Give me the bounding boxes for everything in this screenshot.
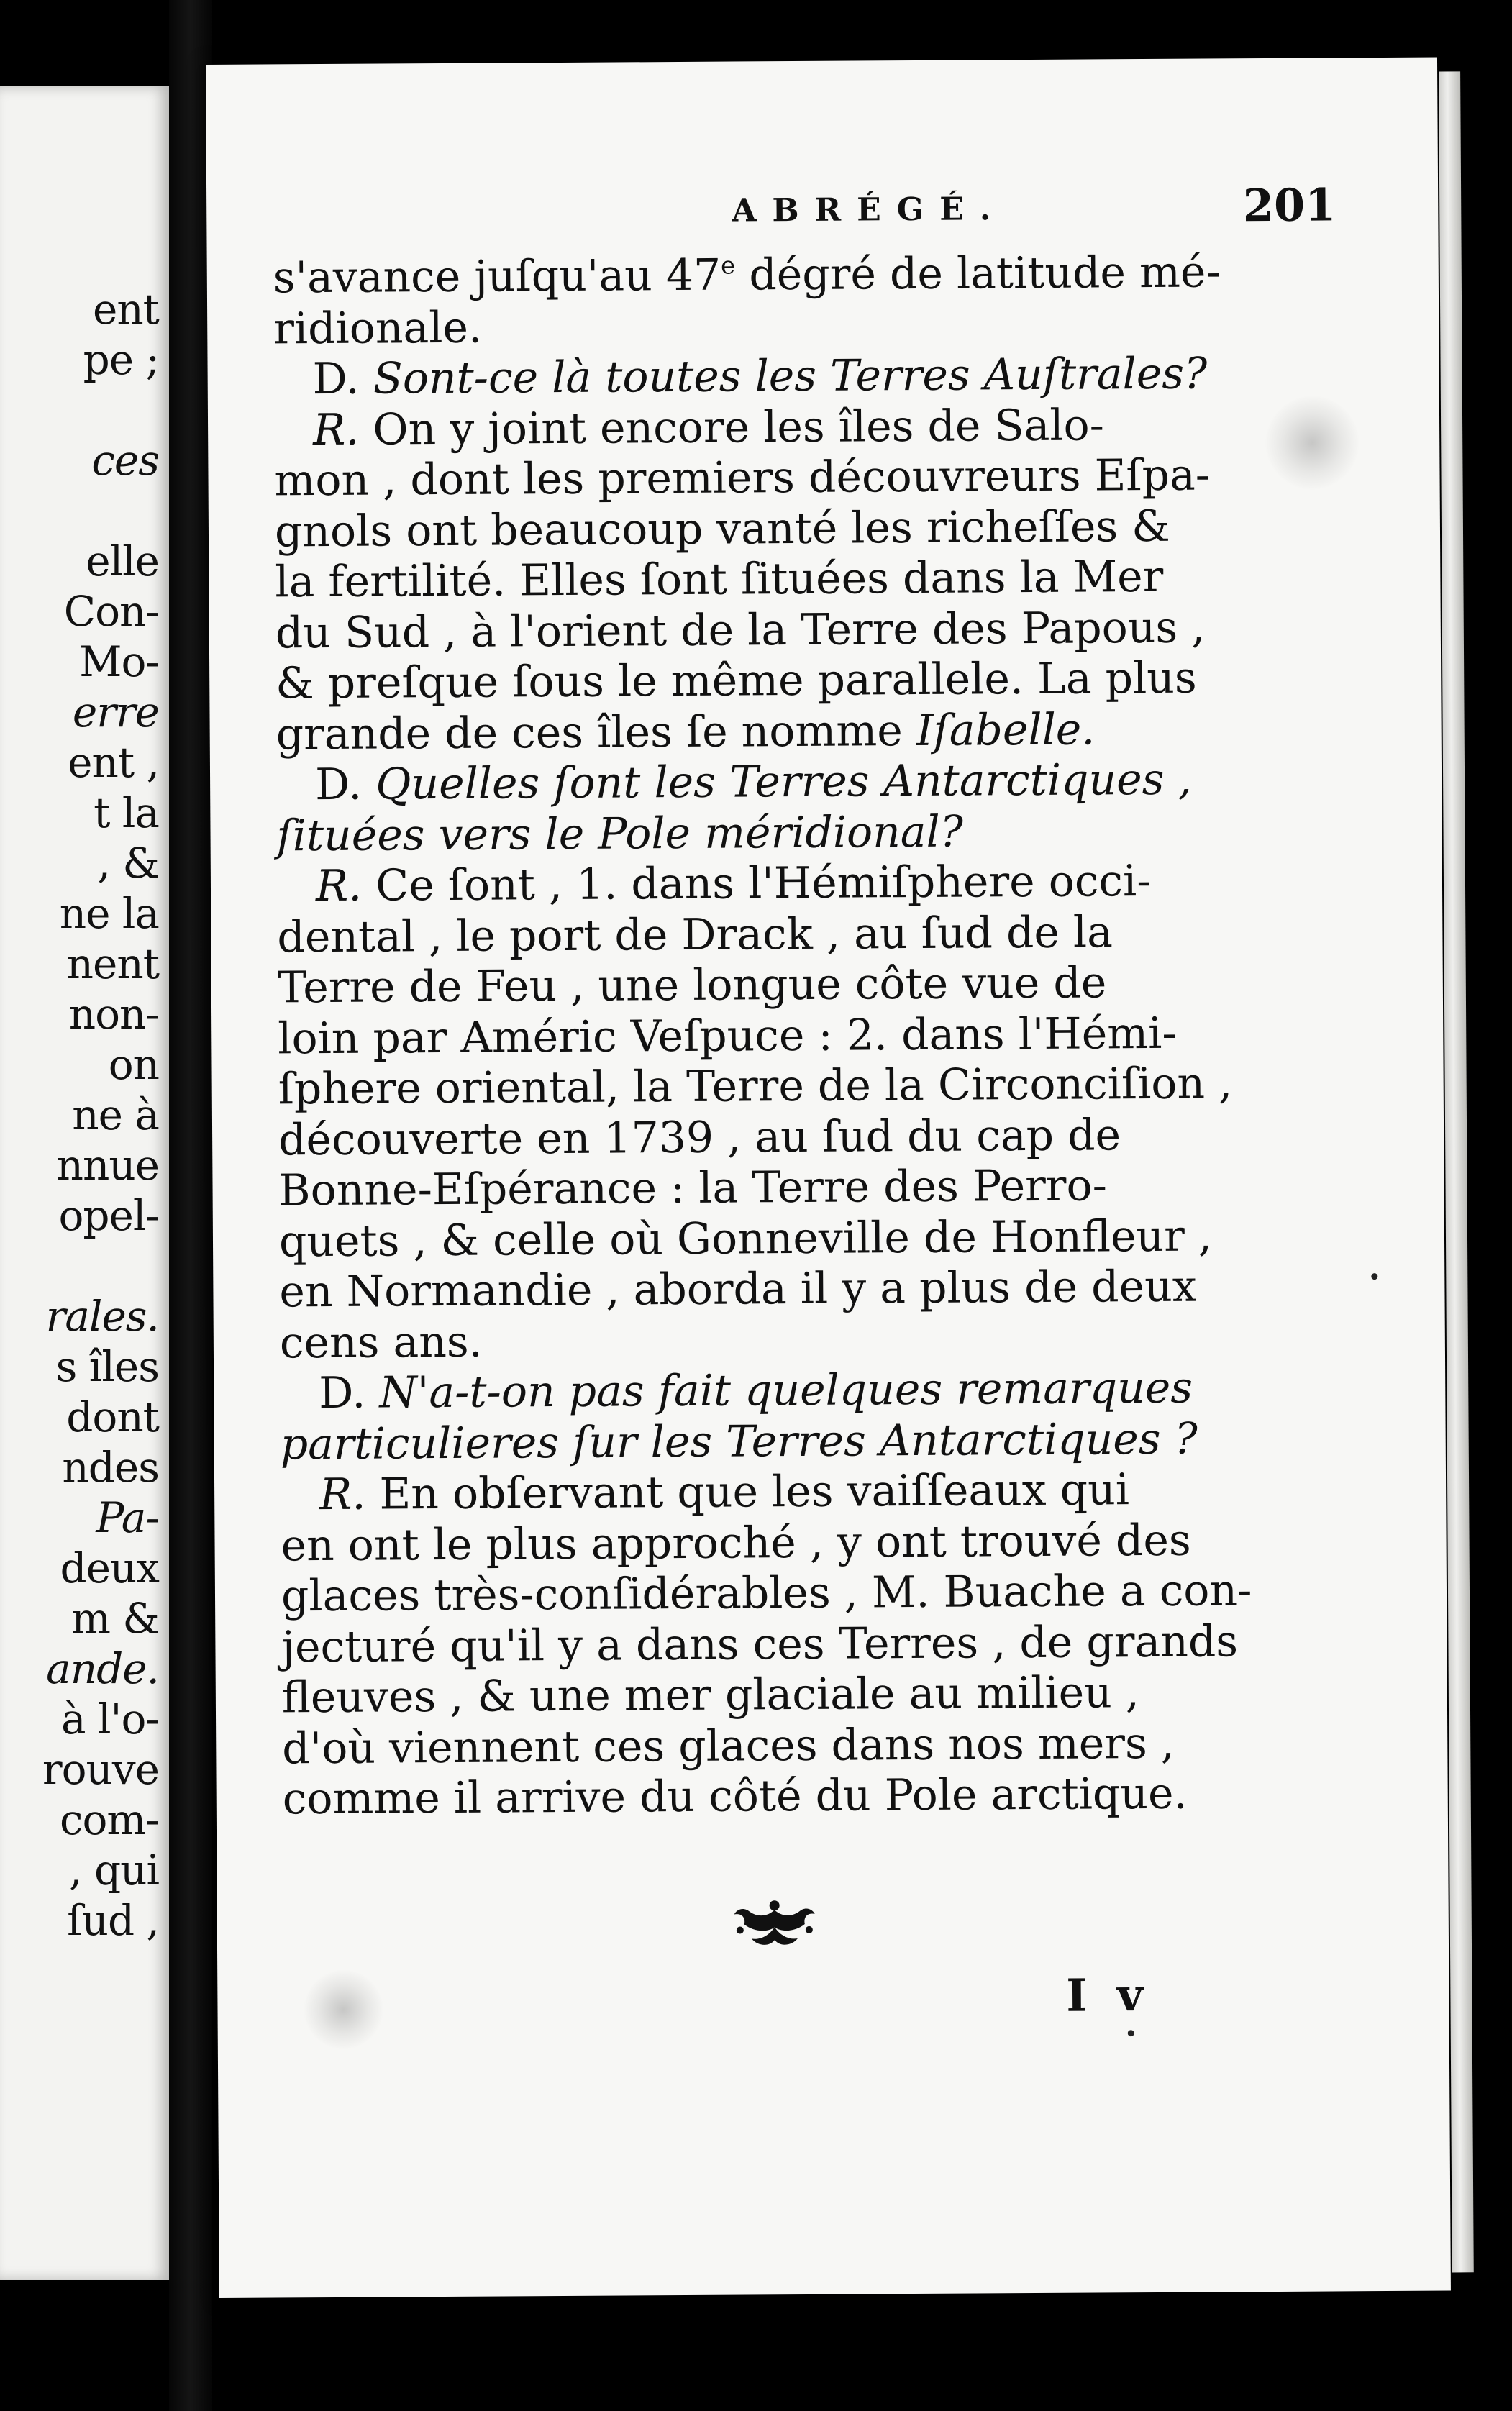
book-gutter <box>169 0 212 2411</box>
facing-page-fragment: Mo- <box>79 637 159 686</box>
facing-page-fragment: opel- <box>58 1191 159 1240</box>
text-segment: Iſabelle. <box>916 703 1096 756</box>
facing-page-fragment: ndes <box>62 1443 159 1492</box>
facing-page-fragment: erre <box>72 688 159 737</box>
text-line <box>280 1362 1380 1419</box>
facing-page-fragment: ande. <box>46 1644 159 1693</box>
text-segment: loin par Améric Veſpuce : 2. dans l'Hémi- <box>278 1008 1177 1064</box>
ink-speck <box>1128 2030 1134 2036</box>
facing-page-fragment: deux <box>60 1544 159 1592</box>
text-segment: d'où viennent ces glaces dans nos mers , <box>282 1718 1175 1774</box>
text-segment: dégré de latitude mé- <box>735 247 1221 301</box>
text-segment: ſituées vers le Pole méridional? <box>276 806 964 861</box>
facing-page-fragment: non- <box>68 990 159 1039</box>
text-segment: en ont le plus approché , y ont trouvé des <box>281 1515 1191 1571</box>
text-line <box>281 1463 1381 1521</box>
text-segment: grande de ces îles ſe nomme <box>275 705 917 760</box>
facing-page-fragment: ces <box>91 436 159 485</box>
text-segment: ſphere oriental, la Terre de la Circonciſion , <box>278 1058 1233 1115</box>
facing-page-fragment <box>0 385 159 435</box>
text-line <box>275 500 1375 557</box>
text-line <box>283 1767 1383 1825</box>
page-201 <box>206 58 1451 2298</box>
facing-page-fragment: ſud , <box>67 1896 159 1945</box>
text-line <box>273 297 1374 355</box>
text-segment: Ce ſont , 1. dans l'Hémiſphere occi- <box>362 855 1152 911</box>
text-line <box>278 1108 1379 1166</box>
text-segment: comme il arrive du côté du Pole arctique. <box>282 1768 1188 1825</box>
text-segment: découverte en 1739 , au ſud du cap de <box>278 1109 1121 1165</box>
text-segment: D. <box>312 353 374 405</box>
text-segment: D. <box>319 1367 380 1419</box>
text-line <box>279 1210 1380 1267</box>
facing-page-fragment: rouve <box>42 1745 159 1794</box>
text-line <box>276 753 1377 811</box>
text-segment: & preſque ſous le même parallele. La plus <box>275 652 1197 709</box>
running-title: ABRÉGÉ. <box>732 191 1007 229</box>
facing-page-fragment <box>0 486 159 536</box>
facing-page-fragment: ent <box>93 285 159 334</box>
facing-page-left <box>0 86 169 2280</box>
text-segment: On y joint encore les îles de Salo- <box>359 399 1105 455</box>
facing-page-fragment: Con- <box>63 587 159 636</box>
text-segment: ridionale. <box>273 302 483 354</box>
facing-page-fragment: on <box>108 1040 159 1089</box>
facing-page-fragment: dont <box>66 1393 159 1441</box>
text-segment: particulieres ſur les Terres Antarctiques ? <box>280 1413 1198 1469</box>
page-number: 201 <box>1242 178 1336 232</box>
text-segment: la fertilité. Elles ſont ſituées dans la Mer <box>275 551 1164 608</box>
text-line <box>277 906 1377 963</box>
text-line <box>279 1260 1380 1318</box>
body-text <box>273 246 1383 1825</box>
text-line <box>281 1514 1381 1572</box>
text-line <box>275 550 1375 608</box>
text-line <box>274 449 1375 506</box>
text-line <box>275 652 1376 709</box>
facing-page-fragment: , & <box>97 839 159 888</box>
text-segment: Terre de Feu , une longue côte vue de <box>277 957 1107 1013</box>
text-segment: D. <box>314 759 376 811</box>
text-segment: Sont-ce là toutes les Terres Auſtrales? <box>373 348 1208 404</box>
text-line <box>281 1615 1382 1673</box>
text-line <box>275 703 1376 760</box>
facing-page-fragment: ne à <box>72 1090 159 1139</box>
text-segment: En obſervant que les vaiſſeaux qui <box>365 1464 1130 1520</box>
facing-page-fragment: ne la <box>59 889 159 938</box>
text-segment: en Normandie , aborda il y a plus de deux <box>279 1261 1197 1318</box>
facing-page-fragment: com- <box>60 1795 159 1844</box>
ink-smudge <box>304 1970 383 2050</box>
text-line <box>275 601 1376 659</box>
facing-page-fragment: t la <box>94 788 159 837</box>
text-segment: R. <box>312 404 360 455</box>
facing-page-fragment: nnue <box>56 1141 159 1190</box>
text-segment: jecturé qu'il y a dans ces Terres , de grands <box>281 1615 1239 1672</box>
text-segment: Bonne-Eſpérance : la Terre des Perro- <box>278 1160 1108 1216</box>
facing-page-fragment: rales. <box>45 1292 159 1341</box>
text-segment: glaces très-conſidérables , M. Buache a con- <box>281 1565 1252 1622</box>
page-edge <box>1439 71 1474 2272</box>
facing-page-fragment: à l'o- <box>60 1695 159 1744</box>
facing-page-fragment: , qui <box>69 1846 159 1895</box>
text-segment: R. <box>319 1469 366 1521</box>
text-line <box>278 956 1378 1013</box>
text-line <box>281 1413 1381 1470</box>
facing-page-fragment: elle <box>86 537 159 585</box>
facing-page-fragment: ent , <box>68 738 159 787</box>
fleuron-ornament-icon <box>724 1895 826 1961</box>
text-segment: gnols ont beaucoup vanté les richeſſes & <box>274 501 1170 557</box>
text-segment: N'a-t-on pas fait quelques remarques <box>379 1362 1193 1418</box>
text-segment: du Sud , à l'orient de la Terre des Papous , <box>275 602 1206 658</box>
text-line <box>282 1717 1383 1774</box>
text-segment: R. <box>315 860 363 912</box>
text-line <box>278 1057 1378 1115</box>
text-line <box>282 1666 1383 1723</box>
text-segment: cens ans. <box>279 1316 483 1368</box>
text-line <box>274 398 1375 456</box>
facing-page-fragment: nent <box>66 939 159 988</box>
text-segment: Quelles ſont les Terres Antarctiques , <box>375 754 1192 810</box>
page-header <box>307 178 1336 250</box>
facing-page-fragment: m & <box>70 1594 159 1643</box>
text-segment: quets , & celle où Gonneville de Honfleur , <box>278 1210 1213 1267</box>
text-segment: fleuves , & une mer glaciale au milieu , <box>281 1667 1140 1723</box>
facing-page-fragment: s îles <box>55 1342 159 1391</box>
text-line <box>276 804 1377 862</box>
text-segment: s'avance juſqu'au 47 <box>273 250 721 304</box>
text-line <box>273 246 1374 304</box>
signature-mark: I v <box>1066 1969 1151 2022</box>
facing-page-fragment: Pa- <box>96 1493 159 1542</box>
text-line <box>278 1159 1379 1216</box>
facing-page-line-fragments <box>0 284 159 1946</box>
text-line <box>280 1311 1380 1369</box>
text-line <box>273 347 1374 405</box>
text-line <box>278 1007 1378 1065</box>
superscript: e <box>720 251 736 281</box>
text-line <box>281 1564 1382 1622</box>
text-segment: dental , le port de Drack , au ſud de la <box>277 906 1113 962</box>
text-line <box>277 854 1377 912</box>
facing-page-fragment: pe ; <box>83 335 159 384</box>
facing-page-fragment <box>0 1241 159 1291</box>
text-segment: mon , dont les premiers découvreurs Eſpa- <box>274 450 1211 506</box>
